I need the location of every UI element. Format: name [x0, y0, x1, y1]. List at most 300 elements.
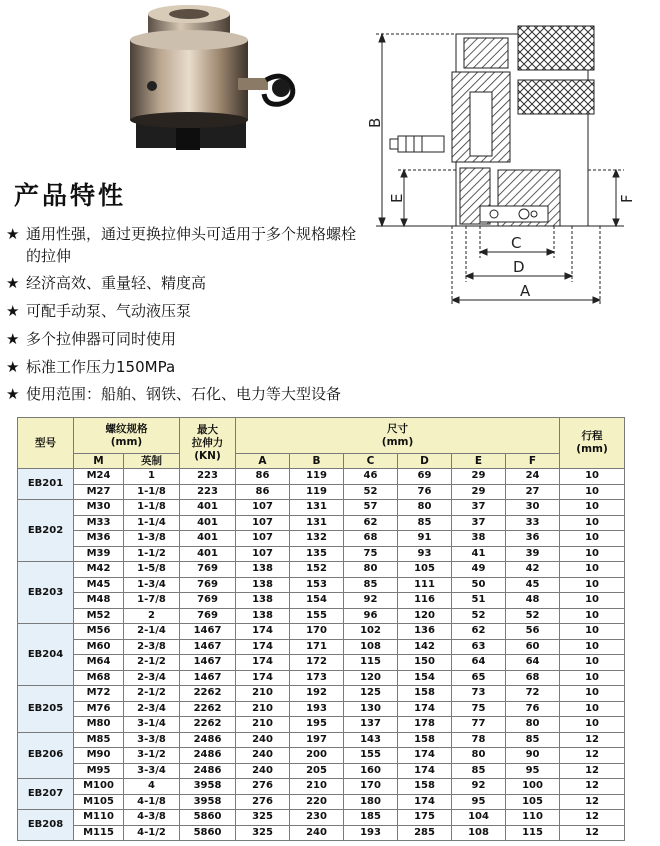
- cell-force: 769: [180, 562, 236, 578]
- cell-e: 108: [452, 825, 506, 841]
- cell-stroke: 10: [560, 701, 625, 717]
- cell-m: M48: [74, 593, 124, 609]
- cell-b: 172: [290, 655, 344, 671]
- cell-force: 3958: [180, 794, 236, 810]
- header-inch: 英制: [124, 454, 180, 469]
- cell-a: 138: [236, 593, 290, 609]
- feature-text: 使用范围：船舶、钢铁、石化、电力等大型设备: [26, 385, 342, 404]
- cell-force: 3958: [180, 779, 236, 795]
- cell-d: 154: [398, 670, 452, 686]
- cell-force: 2486: [180, 763, 236, 779]
- cell-b: 155: [290, 608, 344, 624]
- cell-f: 90: [506, 748, 560, 764]
- header-b: B: [290, 454, 344, 469]
- cell-inch: 3-1/2: [124, 748, 180, 764]
- cell-inch: 3-3/8: [124, 732, 180, 748]
- cell-force: 2486: [180, 732, 236, 748]
- cell-f: 64: [506, 655, 560, 671]
- cell-e: 37: [452, 515, 506, 531]
- cell-a: 276: [236, 794, 290, 810]
- cell-m: M42: [74, 562, 124, 578]
- cell-b: 205: [290, 763, 344, 779]
- cell-inch: 1: [124, 469, 180, 485]
- cell-c: 137: [344, 717, 398, 733]
- cell-a: 138: [236, 608, 290, 624]
- cell-c: 180: [344, 794, 398, 810]
- cell-e: 51: [452, 593, 506, 609]
- cell-d: 85: [398, 515, 452, 531]
- cell-force: 2262: [180, 686, 236, 702]
- feature-text: 通用性强，通过更换拉伸头可适用于多个规格螺栓的拉伸: [26, 225, 357, 265]
- cell-d: 116: [398, 593, 452, 609]
- cell-c: 125: [344, 686, 398, 702]
- cell-c: 108: [344, 639, 398, 655]
- cell-inch: 3-1/4: [124, 717, 180, 733]
- cell-f: 48: [506, 593, 560, 609]
- cell-d: 150: [398, 655, 452, 671]
- cell-e: 50: [452, 577, 506, 593]
- cell-inch: 1-3/8: [124, 531, 180, 547]
- cell-model: EB204: [18, 624, 74, 686]
- cell-stroke: 12: [560, 732, 625, 748]
- cell-a: 138: [236, 562, 290, 578]
- cell-b: 192: [290, 686, 344, 702]
- cell-b: 170: [290, 624, 344, 640]
- cell-a: 174: [236, 670, 290, 686]
- cell-m: M30: [74, 500, 124, 516]
- cell-force: 2262: [180, 701, 236, 717]
- cell-m: M85: [74, 732, 124, 748]
- cell-force: 401: [180, 500, 236, 516]
- cell-model: EB202: [18, 500, 74, 562]
- cell-b: 131: [290, 500, 344, 516]
- cell-c: 193: [344, 825, 398, 841]
- cell-b: 152: [290, 562, 344, 578]
- cell-stroke: 10: [560, 500, 625, 516]
- cell-d: 80: [398, 500, 452, 516]
- cell-force: 5860: [180, 825, 236, 841]
- cell-a: 276: [236, 779, 290, 795]
- header-stroke: 行程 (mm): [560, 418, 625, 469]
- header-thread: 螺纹规格 (mm): [74, 418, 180, 454]
- cell-force: 2486: [180, 748, 236, 764]
- cell-b: 220: [290, 794, 344, 810]
- dim-label-a: A: [520, 282, 531, 300]
- cell-model: EB208: [18, 810, 74, 841]
- table-row: [18, 484, 625, 500]
- cell-inch: 2-1/2: [124, 655, 180, 671]
- dim-label-c: C: [511, 234, 522, 252]
- cell-b: 135: [290, 546, 344, 562]
- header-size: 尺寸 (mm): [236, 418, 560, 454]
- cell-m: M27: [74, 484, 124, 500]
- cell-d: 76: [398, 484, 452, 500]
- cell-c: 80: [344, 562, 398, 578]
- table-row: [18, 500, 625, 516]
- cell-inch: 2-3/8: [124, 639, 180, 655]
- cell-d: 93: [398, 546, 452, 562]
- dim-label-b: B: [366, 117, 384, 128]
- cell-inch: 1-3/4: [124, 577, 180, 593]
- feature-list: [6, 224, 362, 412]
- cell-a: 107: [236, 515, 290, 531]
- cell-m: M36: [74, 531, 124, 547]
- cell-m: M110: [74, 810, 124, 826]
- cell-d: 174: [398, 794, 452, 810]
- cell-stroke: 10: [560, 531, 625, 547]
- cell-model: EB203: [18, 562, 74, 624]
- cell-e: 95: [452, 794, 506, 810]
- cell-c: 52: [344, 484, 398, 500]
- cell-stroke: 10: [560, 484, 625, 500]
- cell-b: 119: [290, 469, 344, 485]
- star-icon: ★: [6, 329, 20, 348]
- cell-e: 75: [452, 701, 506, 717]
- cell-stroke: 10: [560, 670, 625, 686]
- cell-b: 210: [290, 779, 344, 795]
- cell-c: 96: [344, 608, 398, 624]
- star-icon: ★: [6, 385, 20, 404]
- header-a: A: [236, 454, 290, 469]
- features-title: 产品特性: [14, 181, 127, 210]
- cell-c: 92: [344, 593, 398, 609]
- spec-table-body: [18, 469, 625, 841]
- table-row: [18, 639, 625, 655]
- cell-d: 175: [398, 810, 452, 826]
- cell-force: 769: [180, 608, 236, 624]
- cell-b: 119: [290, 484, 344, 500]
- cell-e: 41: [452, 546, 506, 562]
- cell-f: 105: [506, 794, 560, 810]
- cell-d: 136: [398, 624, 452, 640]
- cell-d: 120: [398, 608, 452, 624]
- cell-m: M72: [74, 686, 124, 702]
- cell-m: M95: [74, 763, 124, 779]
- table-row: [18, 763, 625, 779]
- cell-force: 401: [180, 531, 236, 547]
- table-row: [18, 732, 625, 748]
- table-row: [18, 701, 625, 717]
- cell-m: M90: [74, 748, 124, 764]
- cell-inch: 3-3/4: [124, 763, 180, 779]
- cell-stroke: 10: [560, 469, 625, 485]
- cell-a: 107: [236, 531, 290, 547]
- cell-a: 240: [236, 748, 290, 764]
- cell-d: 158: [398, 732, 452, 748]
- cell-stroke: 12: [560, 748, 625, 764]
- cell-f: 56: [506, 624, 560, 640]
- cell-m: M80: [74, 717, 124, 733]
- cell-m: M100: [74, 779, 124, 795]
- cell-c: 143: [344, 732, 398, 748]
- cell-e: 73: [452, 686, 506, 702]
- cell-m: M105: [74, 794, 124, 810]
- cell-f: 60: [506, 639, 560, 655]
- cell-d: 174: [398, 701, 452, 717]
- cell-force: 2262: [180, 717, 236, 733]
- cell-d: 105: [398, 562, 452, 578]
- feature-text: 标准工作压力150MPa: [26, 357, 176, 376]
- cell-a: 210: [236, 686, 290, 702]
- cell-d: 158: [398, 779, 452, 795]
- star-icon: ★: [6, 357, 20, 376]
- cell-model: EB206: [18, 732, 74, 779]
- cell-a: 174: [236, 624, 290, 640]
- table-row: [18, 810, 625, 826]
- cell-force: 223: [180, 469, 236, 485]
- cell-stroke: 10: [560, 562, 625, 578]
- cell-inch: 1-1/2: [124, 546, 180, 562]
- cell-m: M56: [74, 624, 124, 640]
- cell-force: 1467: [180, 639, 236, 655]
- cell-e: 64: [452, 655, 506, 671]
- cell-e: 63: [452, 639, 506, 655]
- cell-f: 85: [506, 732, 560, 748]
- cell-m: M45: [74, 577, 124, 593]
- header-d: D: [398, 454, 452, 469]
- cell-b: 171: [290, 639, 344, 655]
- table-row: [18, 624, 625, 640]
- cell-e: 38: [452, 531, 506, 547]
- cell-e: 52: [452, 608, 506, 624]
- cell-f: 33: [506, 515, 560, 531]
- cell-e: 29: [452, 469, 506, 485]
- cell-e: 49: [452, 562, 506, 578]
- cell-e: 80: [452, 748, 506, 764]
- cell-m: M52: [74, 608, 124, 624]
- header-f: F: [506, 454, 560, 469]
- table-row: [18, 577, 625, 593]
- table-row: [18, 717, 625, 733]
- cell-force: 401: [180, 515, 236, 531]
- cell-b: 200: [290, 748, 344, 764]
- cell-stroke: 12: [560, 810, 625, 826]
- dimension-drawing: [368, 20, 634, 310]
- cell-f: 72: [506, 686, 560, 702]
- cell-f: 52: [506, 608, 560, 624]
- cell-stroke: 10: [560, 608, 625, 624]
- cell-a: 174: [236, 655, 290, 671]
- cell-c: 85: [344, 577, 398, 593]
- cell-m: M60: [74, 639, 124, 655]
- table-row: [18, 825, 625, 841]
- cell-d: 158: [398, 686, 452, 702]
- cell-a: 210: [236, 717, 290, 733]
- cell-f: 45: [506, 577, 560, 593]
- cell-e: 62: [452, 624, 506, 640]
- cell-inch: 2: [124, 608, 180, 624]
- cell-m: M76: [74, 701, 124, 717]
- cell-stroke: 12: [560, 779, 625, 795]
- cell-f: 39: [506, 546, 560, 562]
- star-icon: ★: [6, 225, 20, 243]
- cell-inch: 2-3/4: [124, 701, 180, 717]
- cell-a: 210: [236, 701, 290, 717]
- cell-c: 75: [344, 546, 398, 562]
- cell-inch: 1-1/8: [124, 484, 180, 500]
- cell-d: 111: [398, 577, 452, 593]
- cell-c: 120: [344, 670, 398, 686]
- cell-c: 46: [344, 469, 398, 485]
- cell-force: 5860: [180, 810, 236, 826]
- cell-e: 92: [452, 779, 506, 795]
- cell-force: 769: [180, 577, 236, 593]
- cell-f: 110: [506, 810, 560, 826]
- cell-model: EB207: [18, 779, 74, 810]
- table-row: [18, 779, 625, 795]
- feature-text: 多个拉伸器可同时使用: [26, 329, 177, 348]
- cell-d: 174: [398, 748, 452, 764]
- feature-text: 可配手动泵、气动液压泵: [26, 302, 192, 321]
- cell-inch: 1-1/8: [124, 500, 180, 516]
- cell-e: 78: [452, 732, 506, 748]
- header-model: 型号: [18, 418, 74, 469]
- cell-stroke: 10: [560, 546, 625, 562]
- cell-inch: 2-3/4: [124, 670, 180, 686]
- cell-m: M68: [74, 670, 124, 686]
- cell-inch: 4-1/8: [124, 794, 180, 810]
- header-c: C: [344, 454, 398, 469]
- feature-item: [6, 224, 362, 267]
- table-row: [18, 593, 625, 609]
- cell-inch: 2-1/4: [124, 624, 180, 640]
- cell-stroke: 12: [560, 825, 625, 841]
- cell-d: 174: [398, 763, 452, 779]
- table-row: [18, 686, 625, 702]
- cell-m: M33: [74, 515, 124, 531]
- cell-b: 132: [290, 531, 344, 547]
- header-m: M: [74, 454, 124, 469]
- dim-label-e: E: [388, 193, 406, 203]
- cell-b: 193: [290, 701, 344, 717]
- header-e: E: [452, 454, 506, 469]
- table-row: [18, 515, 625, 531]
- cell-a: 86: [236, 484, 290, 500]
- cell-a: 107: [236, 500, 290, 516]
- feature-item: [6, 301, 362, 323]
- cell-inch: 1-7/8: [124, 593, 180, 609]
- cell-force: 769: [180, 593, 236, 609]
- cell-f: 36: [506, 531, 560, 547]
- cell-m: M64: [74, 655, 124, 671]
- cell-d: 91: [398, 531, 452, 547]
- table-row: [18, 531, 625, 547]
- cell-e: 77: [452, 717, 506, 733]
- cell-b: 131: [290, 515, 344, 531]
- table-row: [18, 562, 625, 578]
- cell-e: 85: [452, 763, 506, 779]
- spec-table: [17, 417, 625, 841]
- cell-stroke: 10: [560, 686, 625, 702]
- cell-c: 62: [344, 515, 398, 531]
- cell-stroke: 10: [560, 624, 625, 640]
- cell-b: 195: [290, 717, 344, 733]
- cell-stroke: 12: [560, 763, 625, 779]
- cell-b: 173: [290, 670, 344, 686]
- product-photo: [118, 4, 296, 150]
- table-row: [18, 655, 625, 671]
- cell-f: 27: [506, 484, 560, 500]
- cell-c: 155: [344, 748, 398, 764]
- cell-inch: 1-5/8: [124, 562, 180, 578]
- cell-f: 42: [506, 562, 560, 578]
- cell-c: 160: [344, 763, 398, 779]
- feature-item: [6, 357, 362, 379]
- cell-d: 69: [398, 469, 452, 485]
- cell-force: 1467: [180, 670, 236, 686]
- table-row: [18, 670, 625, 686]
- feature-item: [6, 273, 362, 295]
- cell-a: 138: [236, 577, 290, 593]
- cell-c: 170: [344, 779, 398, 795]
- star-icon: ★: [6, 302, 20, 321]
- cell-f: 76: [506, 701, 560, 717]
- table-row: [18, 546, 625, 562]
- cell-stroke: 10: [560, 577, 625, 593]
- cell-c: 185: [344, 810, 398, 826]
- cell-f: 30: [506, 500, 560, 516]
- cell-m: M39: [74, 546, 124, 562]
- cell-c: 115: [344, 655, 398, 671]
- cell-a: 174: [236, 639, 290, 655]
- cell-e: 37: [452, 500, 506, 516]
- cell-a: 325: [236, 825, 290, 841]
- cell-c: 130: [344, 701, 398, 717]
- cell-d: 178: [398, 717, 452, 733]
- cell-stroke: 10: [560, 639, 625, 655]
- cell-b: 230: [290, 810, 344, 826]
- cell-inch: 4: [124, 779, 180, 795]
- cell-force: 223: [180, 484, 236, 500]
- feature-item: [6, 384, 362, 406]
- header-force: 最大 拉伸力 (KN): [180, 418, 236, 469]
- table-row: [18, 469, 625, 485]
- cell-d: 142: [398, 639, 452, 655]
- dim-label-d: D: [513, 258, 525, 276]
- cell-inch: 2-1/2: [124, 686, 180, 702]
- cell-f: 68: [506, 670, 560, 686]
- feature-item: [6, 329, 362, 351]
- feature-text: 经济高效、重量轻、精度高: [26, 274, 207, 293]
- cell-a: 107: [236, 546, 290, 562]
- cell-b: 154: [290, 593, 344, 609]
- table-row: [18, 794, 625, 810]
- star-icon: ★: [6, 274, 20, 293]
- cell-stroke: 10: [560, 593, 625, 609]
- cell-e: 104: [452, 810, 506, 826]
- cell-model: EB201: [18, 469, 74, 500]
- cell-m: M24: [74, 469, 124, 485]
- cell-a: 86: [236, 469, 290, 485]
- cell-f: 80: [506, 717, 560, 733]
- cell-f: 115: [506, 825, 560, 841]
- cell-a: 240: [236, 763, 290, 779]
- cell-c: 102: [344, 624, 398, 640]
- cell-f: 24: [506, 469, 560, 485]
- cell-model: EB205: [18, 686, 74, 733]
- cell-b: 153: [290, 577, 344, 593]
- cell-inch: 1-1/4: [124, 515, 180, 531]
- cell-b: 240: [290, 825, 344, 841]
- cell-stroke: 12: [560, 794, 625, 810]
- cell-c: 68: [344, 531, 398, 547]
- cell-d: 285: [398, 825, 452, 841]
- cell-f: 100: [506, 779, 560, 795]
- cell-e: 29: [452, 484, 506, 500]
- cell-stroke: 10: [560, 515, 625, 531]
- cell-inch: 4-3/8: [124, 810, 180, 826]
- cell-inch: 4-1/2: [124, 825, 180, 841]
